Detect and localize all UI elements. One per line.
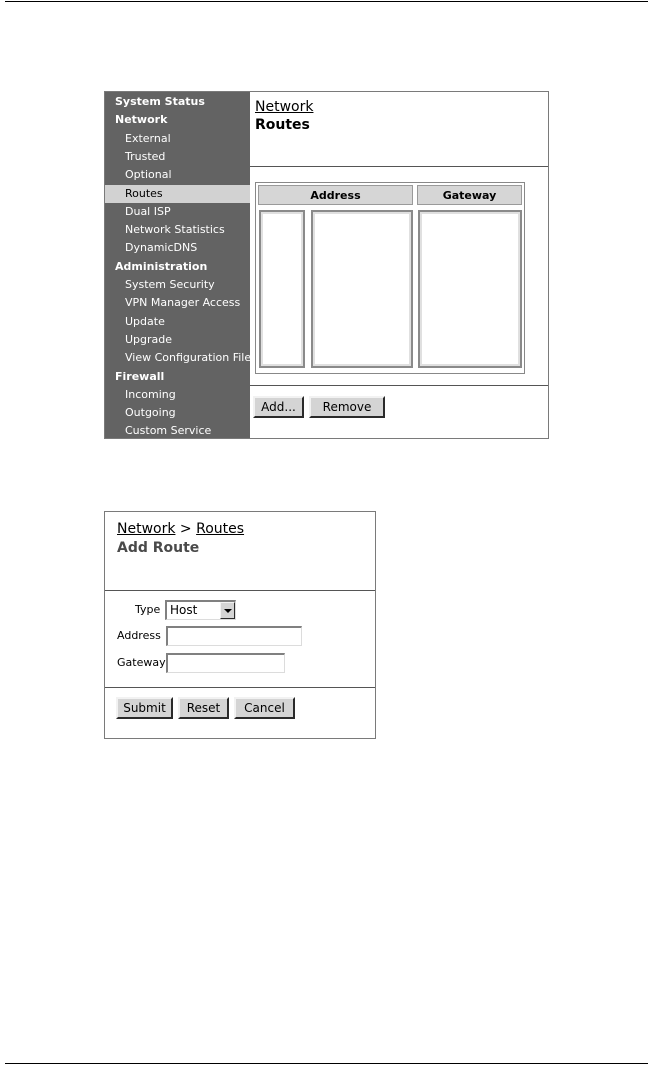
gateway-label: Gateway bbox=[117, 656, 166, 669]
sidebar-section-network[interactable]: Network bbox=[115, 113, 168, 126]
gateway-listbox[interactable] bbox=[418, 210, 522, 368]
breadcrumb-separator: > bbox=[175, 521, 197, 537]
divider bbox=[250, 166, 548, 167]
sidebar-item-vpn-manager-access[interactable]: VPN Manager Access bbox=[125, 296, 241, 309]
sidebar-item-network-statistics[interactable]: Network Statistics bbox=[125, 223, 225, 236]
sidebar-nav bbox=[105, 92, 250, 438]
gateway-input[interactable] bbox=[166, 653, 285, 673]
chevron-down-icon[interactable] bbox=[220, 602, 235, 619]
add-button[interactable]: Add... bbox=[253, 396, 304, 418]
breadcrumb-network-link[interactable]: Network bbox=[117, 521, 176, 537]
address-column-header: Address bbox=[258, 185, 413, 205]
sidebar-item-incoming[interactable]: Incoming bbox=[125, 388, 176, 401]
routes-main bbox=[250, 92, 548, 438]
submit-button[interactable]: Submit bbox=[116, 697, 173, 719]
sidebar-item-outgoing[interactable]: Outgoing bbox=[125, 406, 176, 419]
gateway-column-header: Gateway bbox=[417, 185, 522, 205]
cancel-button[interactable]: Cancel bbox=[234, 697, 295, 719]
sidebar-item-optional[interactable]: Optional bbox=[125, 168, 172, 181]
type-select[interactable] bbox=[165, 600, 236, 620]
sidebar-section-administration[interactable]: Administration bbox=[115, 260, 208, 273]
sidebar-item-dynamicdns[interactable]: DynamicDNS bbox=[125, 241, 198, 254]
routes-table bbox=[255, 182, 525, 374]
page-title: Add Route bbox=[117, 540, 200, 556]
type-label: Type bbox=[135, 603, 161, 616]
sidebar-item-custom-service[interactable]: Custom Service bbox=[125, 424, 212, 437]
sidebar-item-view-configuration-file[interactable]: View Configuration File bbox=[125, 351, 252, 364]
sidebar-item-external[interactable]: External bbox=[125, 132, 171, 145]
divider bbox=[250, 385, 548, 386]
sidebar-item-dual-isp[interactable]: Dual ISP bbox=[125, 205, 171, 218]
sidebar-item-update[interactable]: Update bbox=[125, 315, 165, 328]
sidebar-section-system-status[interactable]: System Status bbox=[115, 95, 205, 108]
breadcrumb-network-link[interactable]: Network bbox=[255, 99, 314, 115]
routes-screen bbox=[104, 91, 549, 439]
route-type-listbox[interactable] bbox=[259, 210, 305, 368]
page-title: Routes bbox=[255, 117, 310, 133]
sidebar-item-upgrade[interactable]: Upgrade bbox=[125, 333, 173, 346]
remove-button[interactable]: Remove bbox=[309, 396, 385, 418]
sidebar-item-routes[interactable]: Routes bbox=[105, 185, 250, 203]
bottom-rule bbox=[5, 1063, 648, 1064]
reset-button[interactable]: Reset bbox=[178, 697, 229, 719]
sidebar-section-firewall[interactable]: Firewall bbox=[115, 370, 165, 383]
breadcrumb-routes-link[interactable]: Routes bbox=[196, 521, 245, 537]
sidebar-item-trusted[interactable]: Trusted bbox=[125, 150, 166, 163]
sidebar-item-system-security[interactable]: System Security bbox=[125, 278, 215, 291]
address-listbox[interactable] bbox=[311, 210, 413, 368]
top-rule bbox=[5, 1, 648, 2]
address-input[interactable] bbox=[166, 626, 302, 646]
type-select-value: Host bbox=[170, 603, 198, 617]
address-label: Address bbox=[117, 629, 161, 642]
breadcrumb bbox=[117, 521, 244, 537]
divider bbox=[105, 687, 375, 688]
add-route-dialog bbox=[104, 511, 376, 739]
divider bbox=[105, 590, 375, 591]
